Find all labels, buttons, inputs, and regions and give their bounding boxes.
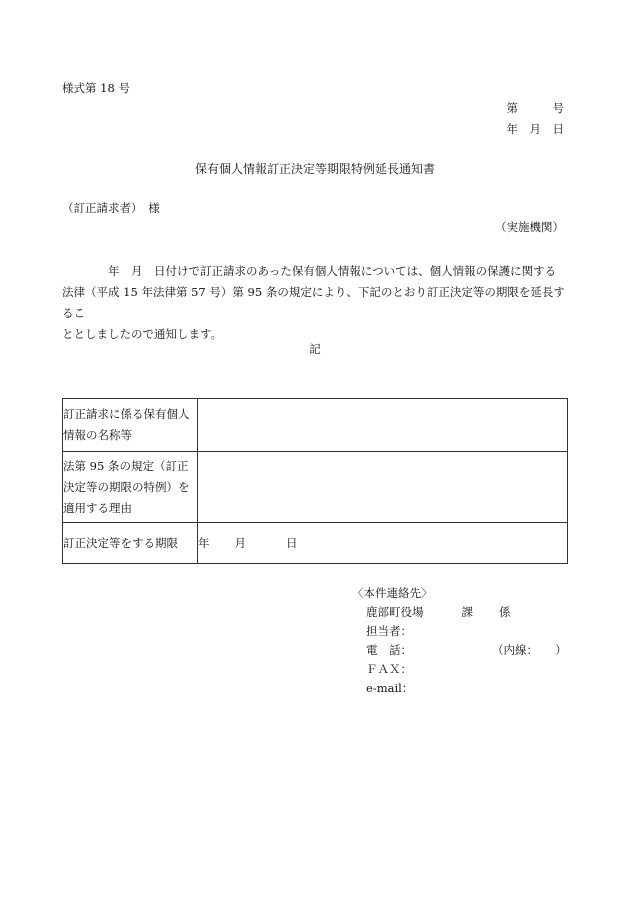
contact-unit: 係 (499, 605, 511, 619)
table-row (63, 523, 568, 564)
contact-office-row (352, 603, 567, 622)
contact-email: e-mail： (366, 681, 414, 695)
deadline-year: 年 (198, 536, 210, 550)
issuing-agency: （実施機関） (495, 220, 564, 234)
contact-phone: 電 話： (366, 643, 412, 657)
details-table (62, 398, 568, 564)
addressee: （訂正請求者） 様 (62, 201, 160, 215)
body-line-1: 年 月 日付けで訂正請求のあった保有個人情報については、個人情報の保護に関する (108, 264, 557, 278)
info-name-value[interactable] (198, 399, 568, 452)
form-number: 様式第 18 号 (62, 81, 130, 95)
reason-label: 法第 95 条の規定（訂正決定等の期限の特例）を適用する理由 (63, 452, 198, 523)
contact-section: 課 (461, 605, 473, 619)
contact-extension: （内線： ） (492, 643, 567, 657)
contact-fax: ＦＡＸ： (366, 662, 412, 676)
contact-block (352, 584, 567, 698)
body-line-3: ととしましたので通知します。 (62, 327, 223, 341)
info-name-label: 訂正請求に係る保有個人情報の名称等 (63, 399, 198, 452)
table-row (63, 399, 568, 452)
deadline-value[interactable] (198, 523, 568, 564)
document-number: 第 号 (506, 101, 564, 115)
document-date: 年 月 日 (506, 122, 564, 136)
table-row (63, 452, 568, 523)
contact-office: 鹿部町役場 (366, 605, 424, 619)
page-title: 保有個人情報訂正決定等期限特例延長通知書 (194, 162, 435, 176)
contact-heading: 〈本件連絡先〉 (352, 586, 433, 600)
contact-person: 担当者： (366, 624, 412, 638)
body-line-2: 法律（平成 15 年法律第 57 号）第 95 条の規定により、下記のとおり訂正決定等の期限を延長するこ (62, 285, 565, 320)
deadline-month: 月 (234, 536, 246, 550)
deadline-label: 訂正決定等をする期限 (63, 523, 198, 564)
deadline-day: 日 (286, 536, 298, 550)
reason-value[interactable] (198, 452, 568, 523)
contact-phone-row (352, 641, 567, 660)
notice-body (62, 261, 567, 345)
ki-heading: 記 (309, 342, 321, 356)
